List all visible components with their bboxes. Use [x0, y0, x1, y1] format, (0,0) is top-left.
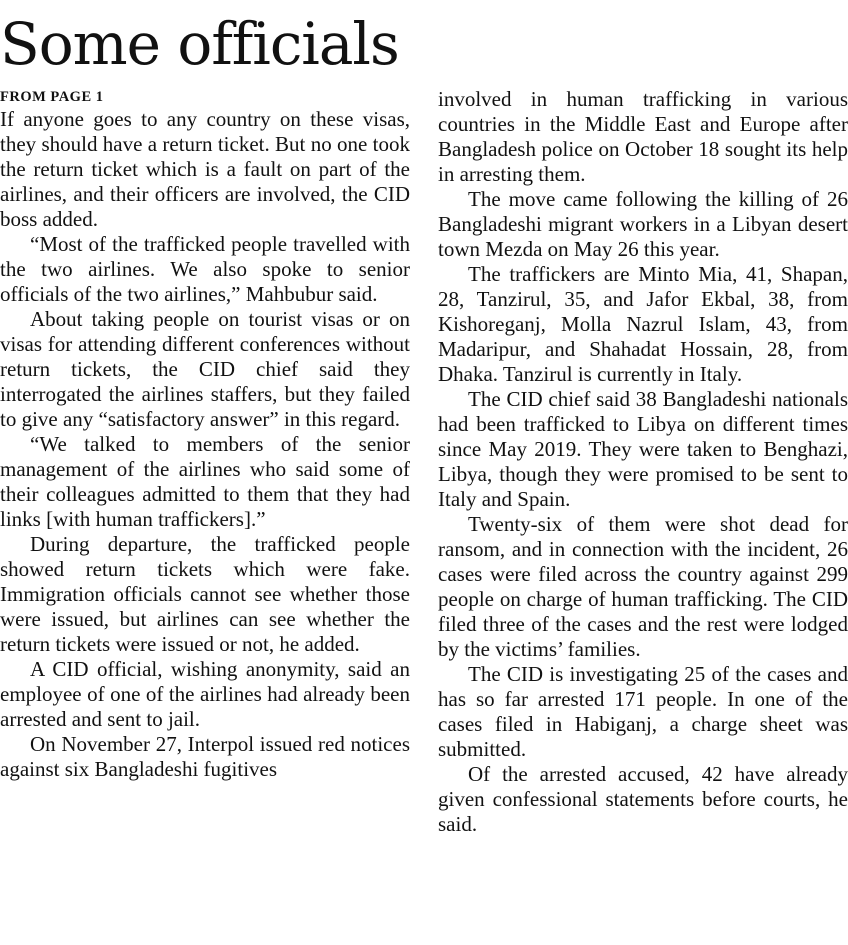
- paragraph: Twenty-six of them were shot dead for ransom, and in connection with the incident, 26 cases were filed across the country against 299 people on charge of human trafficking. The CID filed three of the cases and the rest were lodged by the victims’ families.: [438, 512, 848, 661]
- paragraph: The move came following the killing of 26 Bangladeshi migrant workers in a Libyan desert town Mezda on May 26 this year.: [438, 187, 848, 261]
- paragraph: During departure, the trafficked people showed return tickets which were fake. Immigration officials cannot see whether those were issued, but airlines can see whether the return tickets were issued or not, he added.: [0, 532, 410, 656]
- paragraph: “We talked to members of the senior management of the airlines who said some of their colleagues admitted to them that they had links [with human traffickers].”: [0, 432, 410, 531]
- paragraph: The CID is investigating 25 of the cases and has so far arrested 171 people. In one of the cases filed in Habiganj, a charge sheet was submitted.: [438, 662, 848, 761]
- headline: Some officials: [0, 10, 399, 78]
- paragraph: Of the arrested accused, 42 have already given confessional statements before courts, he said.: [438, 762, 848, 836]
- paragraph: involved in human trafficking in various countries in the Middle East and Europe after Bangladesh police on October 18 sought its help in arresting them.: [438, 87, 848, 186]
- paragraph: “Most of the trafficked people travelled with the two airlines. We also spoke to senior officials of the two airlines,” Mahbubur said.: [0, 232, 410, 306]
- paragraph: About taking people on tourist visas or on visas for attending different conferences without return tickets, the CID chief said they interrogated the airlines staffers, but they failed to give any “satisfactory answer” in this regard.: [0, 307, 410, 431]
- paragraph: A CID official, wishing anonymity, said an employee of one of the airlines had already been arrested and sent to jail.: [0, 657, 410, 731]
- article-column-right: [438, 87, 848, 837]
- continuation-kicker: FROM PAGE 1: [0, 89, 104, 105]
- article-column-left: [0, 88, 410, 782]
- paragraph: The traffickers are Minto Mia, 41, Shapan, 28, Tanzirul, 35, and Jafor Ekbal, 38, from Kishoreganj, Molla Nazrul Islam, 43, from Madaripur, and Shahadat Hossain, 28, from Dhaka. Tanzirul is currently in Italy.: [438, 262, 848, 386]
- paragraph: The CID chief said 38 Bangladeshi nationals had been trafficked to Libya on different times since May 2019. They were taken to Benghazi, Libya, though they were promised to be sent to Italy and Spain.: [438, 387, 848, 511]
- paragraph: On November 27, Interpol issued red notices against six Bangladeshi fugitives: [0, 732, 410, 781]
- paragraph: If anyone goes to any country on these visas, they should have a return ticket. But no one took the return ticket which is a fault on part of the airlines, and their officers are involved, the CID boss added.: [0, 107, 410, 231]
